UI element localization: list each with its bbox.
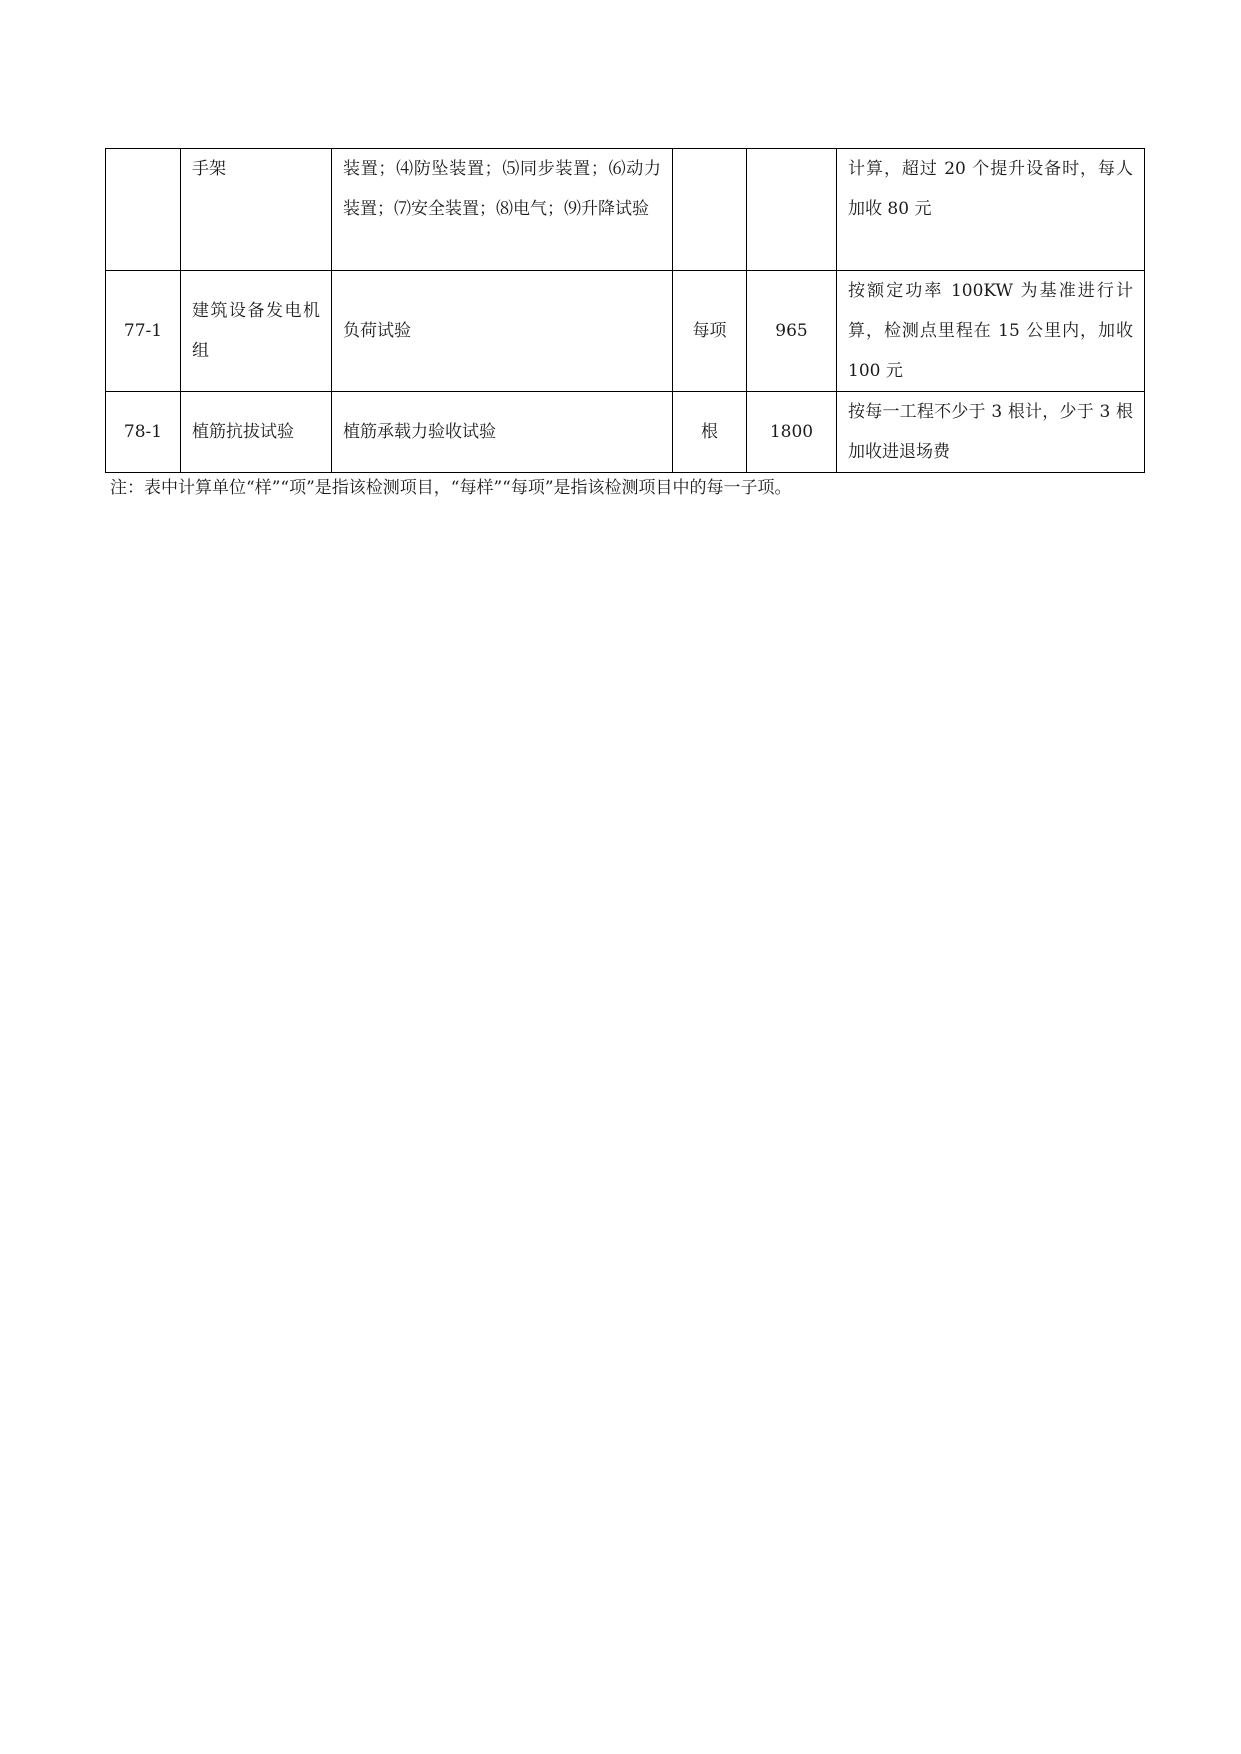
cell-unit: 根 (673, 392, 747, 473)
table-footnote: 注：表中计算单位“样”“项”是指该检测项目，“每样”“每项”是指该检测项目中的每一子项。 (110, 478, 792, 498)
table-row (106, 149, 1145, 271)
cell-price: 1800 (747, 392, 837, 473)
cell-remark: 按每一工程不少于 3 根计，少于 3 根加收进退场费 (837, 392, 1145, 473)
cell-content: 植筋承载力验收试验 (332, 392, 673, 473)
cell-remark: 按额定功率 100KW 为基准进行计算，检测点里程在 15 公里内，加收 100 元 (837, 271, 1145, 392)
cell-price: 965 (747, 271, 837, 392)
cell-price (747, 149, 837, 271)
cell-item: 手架 (181, 149, 332, 271)
cell-remark: 计算，超过 20 个提升设备时，每人加收 80 元 (837, 149, 1145, 271)
cell-item: 植筋抗拔试验 (181, 392, 332, 473)
cell-number: 78-1 (106, 392, 181, 473)
fee-table (105, 148, 1145, 473)
cell-number (106, 149, 181, 271)
cell-unit: 每项 (673, 271, 747, 392)
cell-item: 建筑设备发电机组 (181, 271, 332, 392)
cell-number: 77-1 (106, 271, 181, 392)
cell-content: 负荷试验 (332, 271, 673, 392)
cell-unit (673, 149, 747, 271)
table-row (106, 392, 1145, 473)
cell-content: 装置；⑷防坠装置；⑸同步装置；⑹动力装置；⑺安全装置；⑻电气；⑼升降试验 (332, 149, 673, 271)
table-row (106, 271, 1145, 392)
